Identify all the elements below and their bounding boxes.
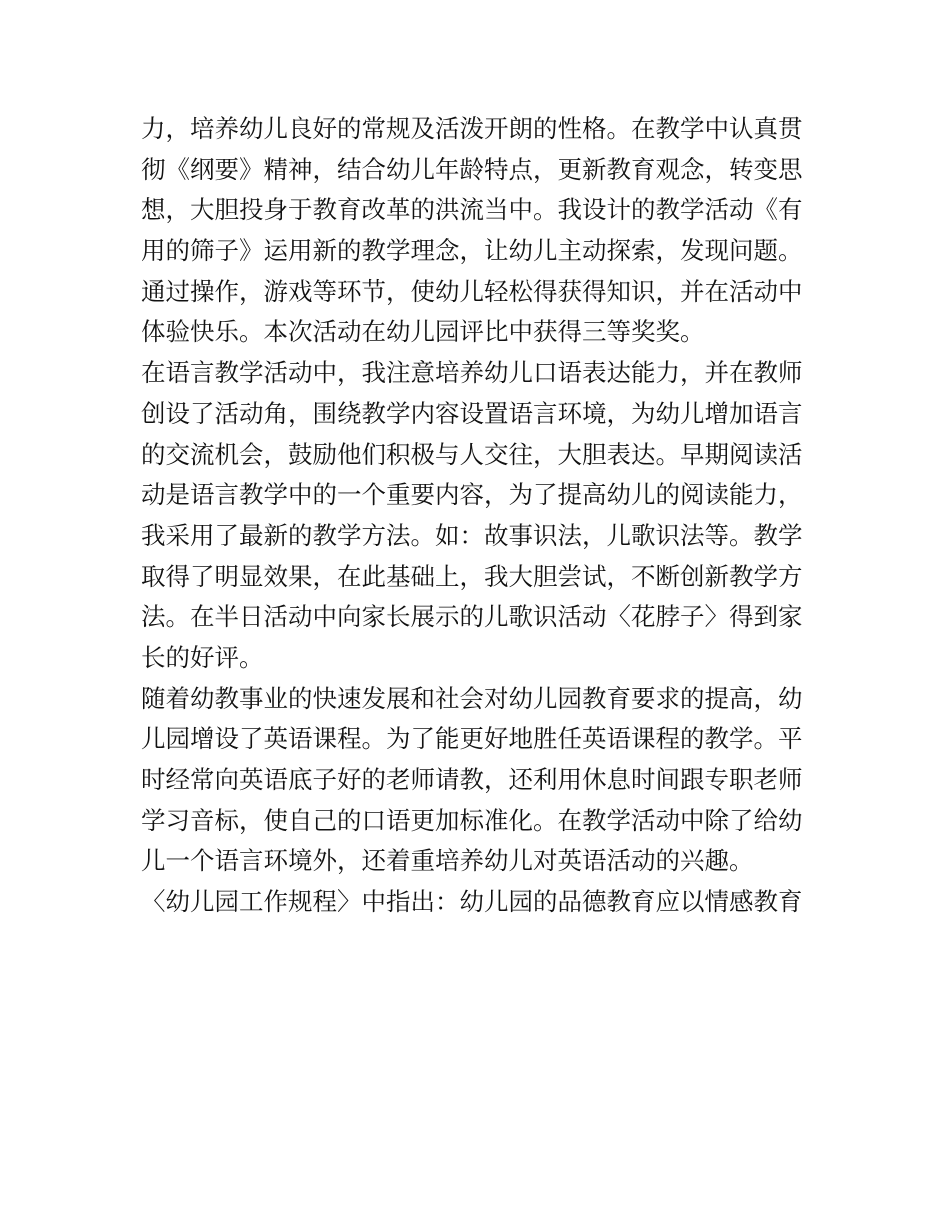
text-line: 儿园增设了英语课程。为了能更好地胜任英语课程的教学。平: [141, 724, 803, 754]
text-line: 力，培养幼儿良好的常规及活泼开朗的性格。在教学中认真贯: [141, 114, 803, 143]
text-line: 的交流机会，鼓励他们积极与人交往，大胆表达。早期阅读活: [141, 439, 803, 469]
text-line: 创设了活动角，围绕教学内容设置语言环境，为幼儿增加语言: [141, 398, 803, 428]
text-line: 随着幼教事业的快速发展和社会对幼儿园教育要求的提高，幼: [141, 683, 803, 713]
text-line: 动是语言教学中的一个重要内容，为了提高幼儿的阅读能力，: [141, 480, 803, 510]
text-line: 体验快乐。本次活动在幼儿园评比中获得三等奖奖。: [141, 317, 705, 347]
text-line: 〈幼儿园工作规程〉中指出：幼儿园的品德教育应以情感教育: [141, 887, 803, 917]
text-line: 法。在半日活动中向家长展示的儿歌识活动〈花脖子〉得到家: [141, 602, 803, 632]
text-line: 想，大胆投身于教育改革的洪流当中。我设计的教学活动《有: [141, 195, 803, 225]
text-line: 长的好评。: [141, 642, 264, 672]
text-line: 儿一个语言环境外，还着重培养幼儿对英语活动的兴趣。: [141, 846, 754, 876]
text-line: 学习音标，使自己的口语更加标准化。在教学活动中除了给幼: [141, 805, 803, 835]
text-line: 彻《纲要》精神，结合幼儿年龄特点，更新教育观念，转变思: [141, 154, 803, 184]
text-line: 我采用了最新的教学方法。如：故事识法，儿歌识法等。教学: [141, 520, 803, 550]
text-line: 取得了明显效果，在此基础上，我大胆尝试，不断创新教学方: [141, 561, 803, 591]
text-line: 用的筛子》运用新的教学理念，让幼儿主动探索，发现问题。: [141, 236, 803, 266]
text-line: 通过操作，游戏等环节，使幼儿轻松得获得知识，并在活动中: [141, 276, 803, 306]
text-line: 时经常向英语底子好的老师请教，还利用休息时间跟专职老师: [141, 765, 803, 794]
text-line: 在语言教学活动中，我注意培养幼儿口语表达能力，并在教师: [141, 358, 803, 388]
body-text: [141, 109, 821, 923]
